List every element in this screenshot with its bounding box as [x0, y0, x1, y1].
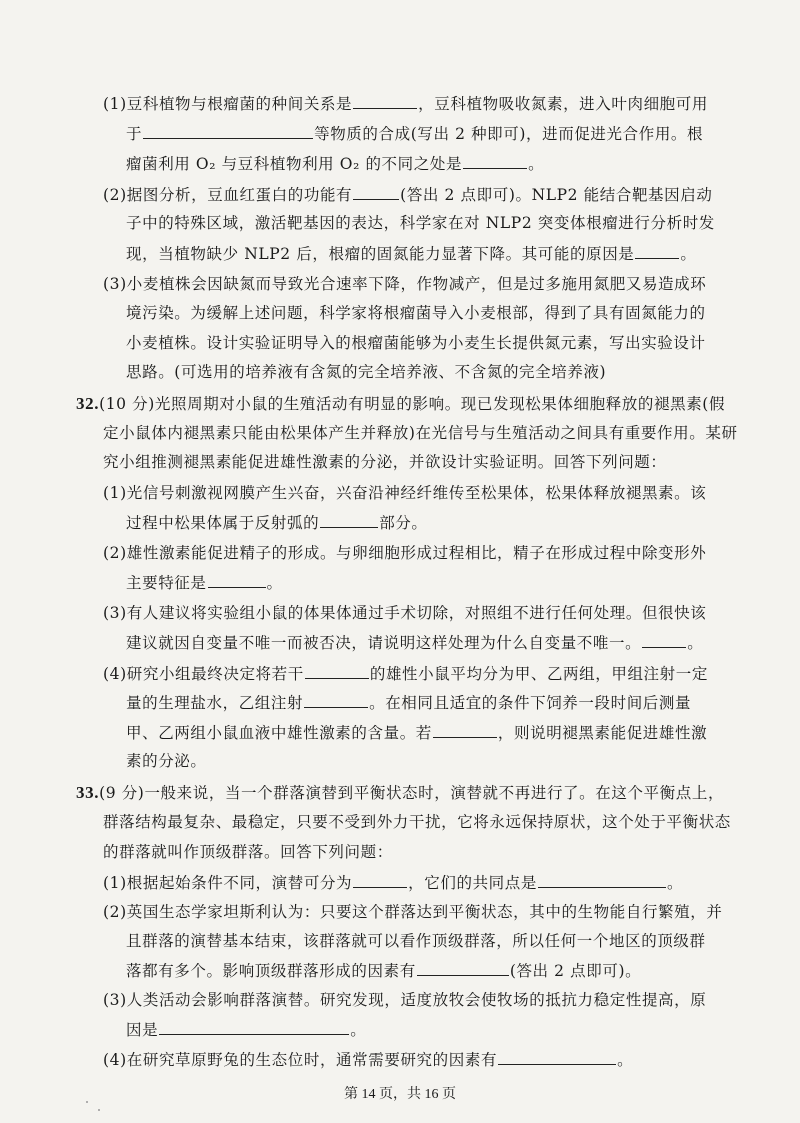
q32-p4-line3: 甲、乙两组小鼠血液中雄性激素的含量。若 ，则说明褪黑素能促进雄性激 — [126, 724, 708, 742]
answer-blank — [353, 184, 399, 200]
q32-p1-line1: (1)光信号刺激视网膜产生兴奋，兴奋沿神经纤维传至松果体，松果体释放褪黑素。该 — [103, 484, 707, 502]
q31-p1-line1: (1)豆科植物与根瘤菌的种间关系是 ，豆科植物吸收氮素，进入叶肉细胞可用 — [103, 95, 708, 113]
answer-blank — [498, 1049, 616, 1065]
q32-p3-line2: 建议就因自变量不唯一而被否决，请说明这样处理为什么自变量不唯一。 。 — [126, 634, 704, 652]
page-footer: 第 14 页，共 16 页 — [344, 1087, 456, 1102]
q32-intro-line1: 32.(10 分)光照周期对小鼠的生殖活动有明显的影响。现已发现松果体细胞释放的褪黑素(假 — [76, 394, 726, 413]
q33-p4-line1: (4)在研究草原野兔的生态位时，通常需要研究的因素有 。 — [103, 1051, 634, 1069]
q32-p4-line2: 量的生理盐水，乙组注射 。在相同且适宜的条件下饲养一段时间后测量 — [126, 694, 692, 712]
answer-blank — [417, 960, 509, 976]
answer-blank — [320, 512, 378, 528]
answer-blank — [353, 93, 417, 109]
q33-intro-line3: 的群落就叫作顶级群落。回答下列问题： — [103, 843, 393, 861]
answer-blank — [635, 243, 679, 259]
q33-p2-line3: 落都有多个。影响顶级群落形成的因素有 (答出 2 点即可)。 — [126, 962, 642, 980]
question-number: 32. — [76, 394, 100, 413]
answer-blank — [304, 692, 368, 708]
q31-p3-line4: 思路。(可选用的培养液有含氮的完全培养液、不含氮的完全培养液) — [126, 363, 607, 381]
q32-p4-line4: 素的分泌。 — [126, 752, 207, 770]
question-number: 33. — [76, 783, 100, 802]
answer-blank — [433, 722, 497, 738]
q33-p1-line1: (1)根据起始条件不同，演替可分为 ，它们的共同点是 。 — [103, 874, 684, 892]
q33-p2-line2: 且群落的演替基本结束，该群落就可以看作顶级群落，所以任何一个地区的顶级群 — [126, 932, 706, 950]
answer-blank — [353, 872, 407, 888]
q31-p2-line3: 现，当植物缺少 NLP2 后，根瘤的固氮能力显著下降。其可能的原因是 。 — [126, 245, 697, 263]
q31-p3-line3: 小麦植株。设计实验证明导入的根瘤菌能够为小麦生长提供氮元素，写出实验设计 — [126, 334, 706, 352]
q31-p1-line3: 瘤菌利用 O₂ 与豆科植物利用 O₂ 的不同之处是 。 — [126, 155, 545, 173]
q31-p2-line1: (2)据图分析，豆血红蛋白的功能有 (答出 2 点即可)。NLP2 能结合靶基因启动 — [103, 186, 713, 204]
q32-intro-line2: 定小鼠体内褪黑素只能由松果体产生并释放)在光信号与生殖活动之间具有重要作用。某研 — [103, 424, 738, 442]
answer-blank — [159, 1019, 349, 1035]
q33-p2-line1: (2)英国生态学家坦斯利认为：只要这个群落达到平衡状态，其中的生物能自行繁殖，并 — [103, 903, 723, 921]
q32-p4-line1: (4)研究小组最终决定将若干 的雄性小鼠平均分为甲、乙两组，甲组注射一定 — [103, 665, 708, 683]
answer-blank — [305, 663, 369, 679]
q33-intro-line2: 群落结构最复杂、最稳定，只要不受到外力干扰，它将永远保持原状，这个处于平衡状态 — [103, 813, 731, 831]
answer-blank — [143, 123, 313, 139]
q33-p3-line1: (3)人类活动会影响群落演替。研究发现，适度放牧会使牧场的抵抗力稳定性提高，原 — [103, 991, 707, 1009]
q31-p2-line2: 子中的特殊区域，激活靶基因的表达，科学家在对 NLP2 突变体根瘤进行分析时发 — [126, 214, 715, 232]
q32-intro-line3: 究小组推测褪黑素能促进雄性激素的分泌，并欲设计实验证明。回答下列问题： — [103, 453, 667, 471]
q32-p2-line2: 主要特征是 。 — [126, 574, 283, 592]
answer-blank — [642, 632, 686, 648]
scan-speck — [98, 1109, 100, 1111]
answer-blank — [538, 872, 666, 888]
q33-p3-line2: 因是 。 — [126, 1021, 367, 1039]
scan-speck — [86, 1101, 88, 1103]
q32-p3-line1: (3)有人建议将实验组小鼠的体果体通过手术切除，对照组不进行任何处理。但很快该 — [103, 604, 707, 622]
q31-p3-line1: (3)小麦植株会因缺氮而导致光合速率下降，作物减产，但是过多施用氮肥又易造成环 — [103, 275, 707, 293]
q32-p1-line2: 过程中松果体属于反射弧的 部分。 — [126, 514, 428, 532]
answer-blank — [463, 153, 527, 169]
q31-p1-line2: 于 等物质的合成(写出 2 种即可)，进而促进光合作用。根 — [126, 125, 704, 143]
q31-p3-line2: 境污染。为缓解上述问题，科学家将根瘤菌导入小麦根部，得到了具有固氮能力的 — [126, 304, 706, 322]
q33-intro-line1: 33.(9 分)一般来说，当一个群落演替到平衡状态时，演替就不再进行了。在这个平衡点上， — [76, 783, 725, 802]
q32-p2-line1: (2)雄性激素能促进精子的形成。与卵细胞形成过程相比，精子在形成过程中除变形外 — [103, 544, 707, 562]
answer-blank — [208, 572, 266, 588]
